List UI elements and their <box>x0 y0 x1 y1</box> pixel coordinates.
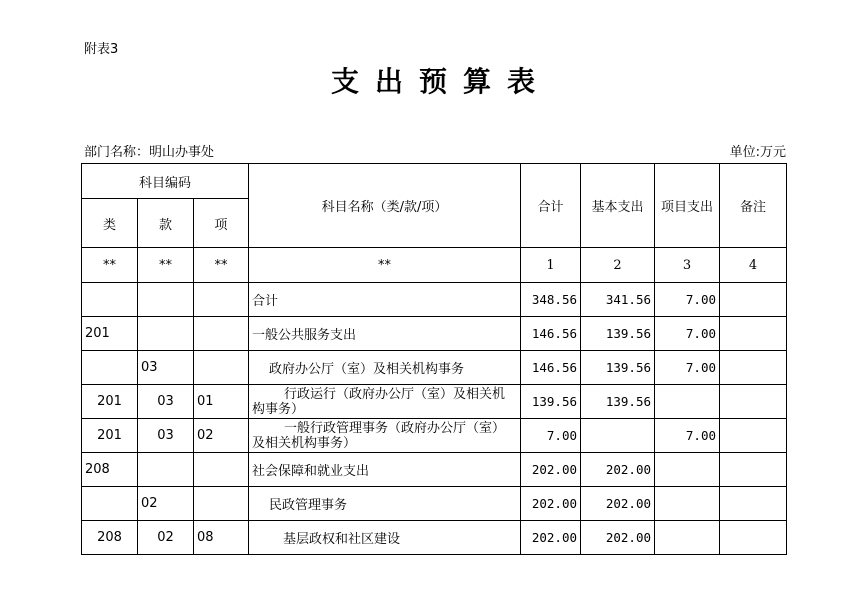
header-remark: 备注 <box>720 164 787 248</box>
cell-lei <box>82 283 138 317</box>
cell-kuan <box>138 453 194 487</box>
cell-remark <box>720 453 787 487</box>
cell-remark <box>720 283 787 317</box>
unit-label: 单位:万元 <box>729 145 786 160</box>
cell-kuan: 03 <box>138 419 194 453</box>
cell-kuan: 03 <box>138 351 194 385</box>
attachment-label: 附表3 <box>84 42 119 57</box>
header-basic: 基本支出 <box>581 164 655 248</box>
cell-basic: 139.56 <box>581 351 655 385</box>
cell-kuan: 02 <box>138 487 194 521</box>
cell-basic: 202.00 <box>581 453 655 487</box>
cell-name: 基层政权和社区建设 <box>249 521 521 555</box>
cell-lei <box>82 487 138 521</box>
header-xiang: 项 <box>194 199 249 248</box>
header-subject-name: 科目名称（类/款/项） <box>249 164 521 248</box>
cell-basic: 139.56 <box>581 385 655 419</box>
table-row <box>82 385 787 419</box>
cell-total: 139.56 <box>521 385 581 419</box>
cell-xiang <box>194 453 249 487</box>
cell-total: 202.00 <box>521 521 581 555</box>
cell-xiang <box>194 351 249 385</box>
cell-remark <box>720 317 787 351</box>
index-cell: ** <box>194 248 249 283</box>
cell-remark <box>720 351 787 385</box>
cell-kuan: 03 <box>138 385 194 419</box>
index-cell: ** <box>138 248 194 283</box>
cell-project <box>655 385 720 419</box>
index-cell: 1 <box>521 248 581 283</box>
cell-lei: 201 <box>82 419 138 453</box>
header-subject-code: 科目编码 <box>82 164 249 199</box>
budget-table <box>81 163 787 555</box>
cell-project: 7.00 <box>655 317 720 351</box>
cell-kuan <box>138 283 194 317</box>
cell-project <box>655 521 720 555</box>
cell-project <box>655 453 720 487</box>
header-kuan: 款 <box>138 199 194 248</box>
cell-basic: 139.56 <box>581 317 655 351</box>
cell-lei: 201 <box>82 317 138 351</box>
index-row <box>82 248 787 283</box>
cell-xiang: 08 <box>194 521 249 555</box>
table-row <box>82 521 787 555</box>
cell-project: 7.00 <box>655 283 720 317</box>
cell-total: 348.56 <box>521 283 581 317</box>
department-name: 部门名称：明山办事处 <box>84 145 215 160</box>
cell-name: 社会保障和就业支出 <box>249 453 521 487</box>
header-lei: 类 <box>82 199 138 248</box>
header-total: 合计 <box>521 164 581 248</box>
header-project: 项目支出 <box>655 164 720 248</box>
cell-xiang <box>194 487 249 521</box>
cell-project: 7.00 <box>655 419 720 453</box>
table-row <box>82 351 787 385</box>
cell-lei: 208 <box>82 453 138 487</box>
cell-basic <box>581 419 655 453</box>
page-title: 支出预算表 <box>330 65 551 98</box>
cell-total: 7.00 <box>521 419 581 453</box>
cell-remark <box>720 385 787 419</box>
table-row <box>82 419 787 453</box>
index-cell: ** <box>82 248 138 283</box>
cell-project: 7.00 <box>655 351 720 385</box>
cell-xiang: 02 <box>194 419 249 453</box>
cell-total: 202.00 <box>521 487 581 521</box>
cell-basic: 341.56 <box>581 283 655 317</box>
cell-name: 行政运行（政府办公厅（室）及相关机构事务） <box>249 385 521 419</box>
cell-xiang <box>194 283 249 317</box>
cell-basic: 202.00 <box>581 521 655 555</box>
cell-lei: 201 <box>82 385 138 419</box>
table-row <box>82 317 787 351</box>
index-cell: 2 <box>581 248 655 283</box>
cell-total: 146.56 <box>521 317 581 351</box>
cell-lei <box>82 351 138 385</box>
cell-kuan <box>138 317 194 351</box>
table-row <box>82 487 787 521</box>
cell-name: 一般行政管理事务（政府办公厅（室）及相关机构事务） <box>249 419 521 453</box>
cell-kuan: 02 <box>138 521 194 555</box>
cell-total: 202.00 <box>521 453 581 487</box>
cell-remark <box>720 521 787 555</box>
index-cell: 4 <box>720 248 787 283</box>
index-cell: ** <box>249 248 521 283</box>
cell-name: 政府办公厅（室）及相关机构事务 <box>249 351 521 385</box>
table-row <box>82 283 787 317</box>
table-row <box>82 453 787 487</box>
index-cell: 3 <box>655 248 720 283</box>
cell-basic: 202.00 <box>581 487 655 521</box>
cell-project <box>655 487 720 521</box>
cell-xiang: 01 <box>194 385 249 419</box>
cell-name: 一般公共服务支出 <box>249 317 521 351</box>
cell-lei: 208 <box>82 521 138 555</box>
cell-total: 146.56 <box>521 351 581 385</box>
cell-name: 合计 <box>249 283 521 317</box>
cell-xiang <box>194 317 249 351</box>
cell-name: 民政管理事务 <box>249 487 521 521</box>
cell-remark <box>720 419 787 453</box>
cell-remark <box>720 487 787 521</box>
